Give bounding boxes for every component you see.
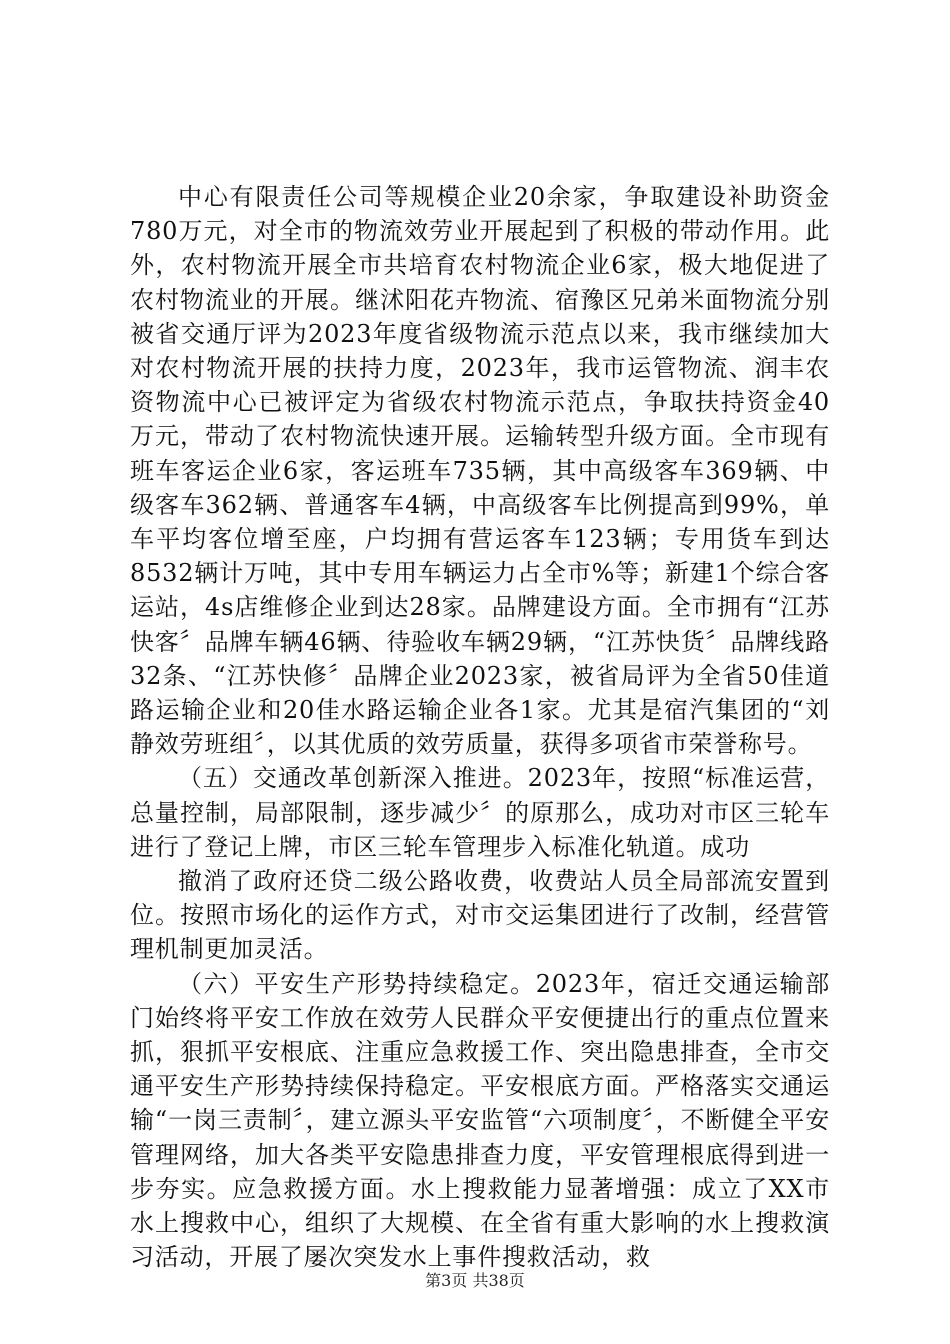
paragraph-reform: （五）交通改革创新深入推进。2023年，按照“标准运营，总量控制，局部限制，逐步减少〞的原那么，成功对市区三轮车进行了登记上牌，市区三轮车管理步入标准化轨道。成功 — [130, 764, 830, 861]
paragraph-toll: 撤消了政府还贷二级公路收费，收费站人员全局部流安置到位。按照市场化的运作方式，对市交运集团进行了改制，经营管理机制更加灵活。 — [130, 867, 830, 964]
paragraph-logistics: 中心有限责任公司等规模企业20余家，争取建设补助资金780万元，对全市的物流效劳业开展起到了积极的带动作用。此外，农村物流开展全市共培育农村物流企业6家，极大地促进了农村物流业的开展。继沭阳花卉物流、宿豫区兄弟米面物流分别被省交通厅评为2023年度省级物流示范点以来，我市继续加大对农村物流开展的扶持力度，2023年，我市运管物流、润丰农资物流中心已被评定为省级农村物流示范点，争取扶持资金40万元，带动了农村物流快速开展。运输转型升级方面。全市现有班车客运企业6家，客运班车735辆，其中高级客车369辆、中级客车362辆、普通客车4辆，中高级客车比例提高到99%，单车平均客位增至座，户均拥有营运客车123辆；专用货车到达8532辆计万吨，其中专用车辆运力占全市%等；新建1个综合客运站，4s店维修企业到达28家。品牌建设方面。全市拥有“江苏快客〞品牌车辆46辆、待验收车辆29辆，“江苏快货〞品牌线路32条、“江苏快修〞品牌企业2023家，被省局评为全省50佳道路运输企业和20佳水路运输企业各1家。尤其是宿汽集团的“刘静效劳班组〞，以其优质的效劳质量，获得多项省市荣誉称号。 — [130, 183, 830, 759]
document-body — [130, 180, 830, 1275]
paragraph-safety: （六）平安生产形势持续稳定。2023年，宿迁交通运输部门始终将平安工作放在效劳人民群众平安便捷出行的重点位置来抓，狠抓平安根底、注重应急救援工作、突出隐患排查，全市交通平安生产形势持续保持稳定。平安根底方面。严格落实交通运输“一岗三责制〞，建立源头平安监管“六项制度〞，不断健全平安管理网络，加大各类平安隐患排查力度，平安管理根底得到进一步夯实。应急救援方面。水上搜救能力显著增强：成立了XX市水上搜救中心，组织了大规模、在全省有重大影响的水上搜救演习活动，开展了屡次突发水上事件搜救活动，救 — [130, 969, 830, 1272]
page-number-footer: 第3页 共38页 — [425, 1271, 525, 1290]
